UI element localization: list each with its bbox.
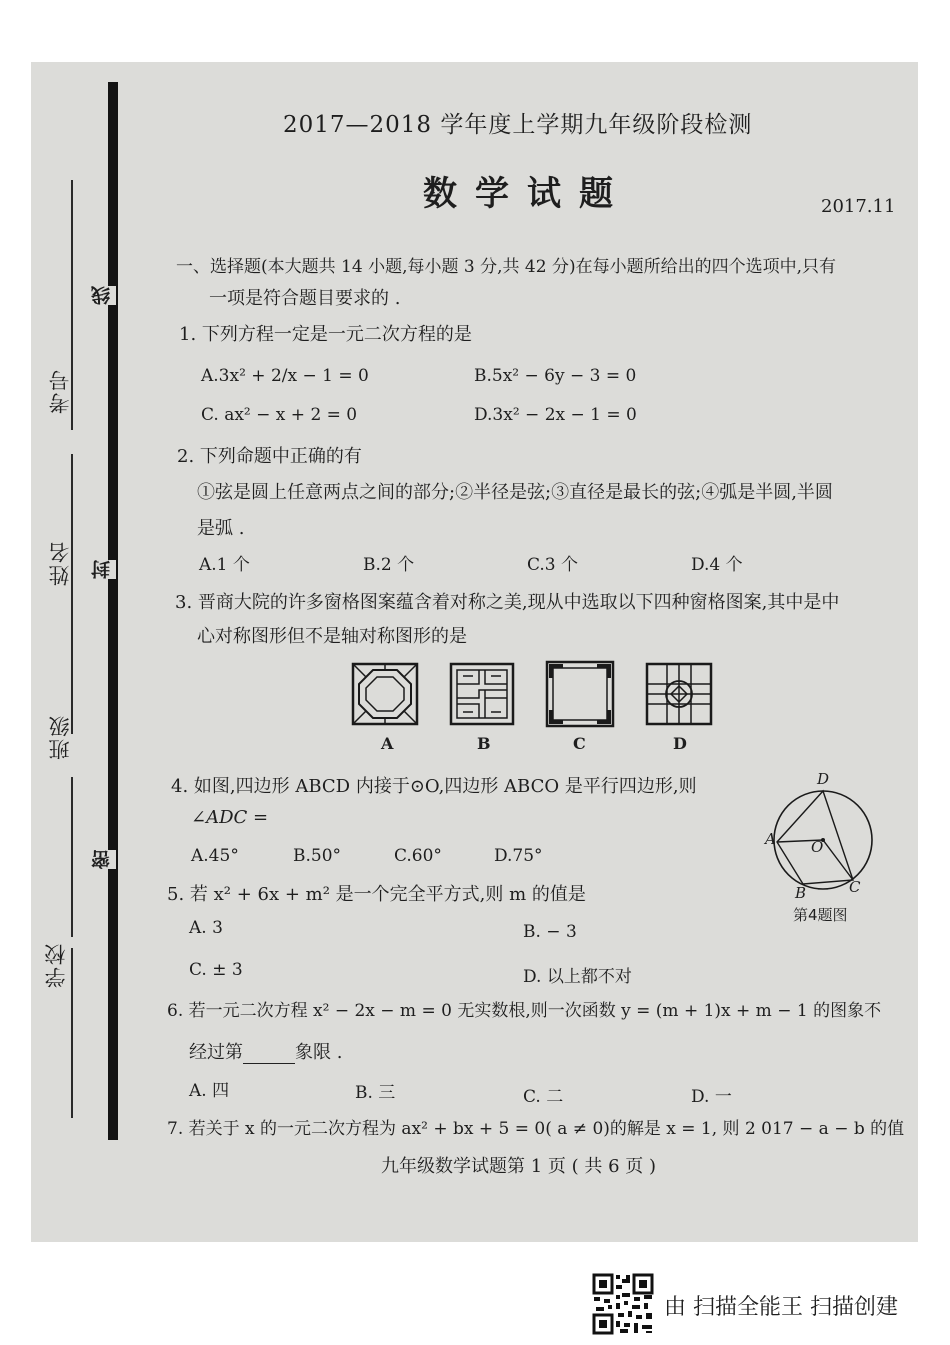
q2-stem: 2. 下列命题中正确的有 bbox=[177, 446, 362, 467]
q5-stem: 5. 若 x² + 6x + m² 是一个完全平方式,则 m 的值是 bbox=[167, 884, 586, 905]
q7-stem-line1: 7. 若关于 x 的一元二次方程为 ax² + bx + 5 = 0( a ≠ 0)的解是 x = 1, 则 2 017 − a − b 的值 bbox=[167, 1119, 905, 1139]
scanner-watermark-text: 由 扫描全能王 扫描创建 bbox=[664, 1295, 898, 1320]
q4-point-c: C bbox=[849, 878, 861, 896]
binding-line bbox=[108, 82, 118, 1140]
label-school: 学校 bbox=[44, 942, 68, 988]
q5-option-c: C. ± 3 bbox=[189, 960, 243, 980]
label-name: 姓名 bbox=[48, 540, 72, 586]
lattice-figure-c bbox=[545, 660, 615, 728]
q1-option-a: A.3x² + 2/x − 1 = 0 bbox=[201, 366, 369, 386]
q1-option-c: C. ax² − x + 2 = 0 bbox=[201, 405, 358, 425]
lattice-label-c: C bbox=[573, 734, 586, 753]
name-underline bbox=[71, 454, 73, 734]
q1-stem: 1. 下列方程一定是一元二次方程的是 bbox=[179, 324, 472, 345]
scanned-exam-photo bbox=[31, 62, 918, 1242]
q4-stem-line1: 4. 如图,四边形 ABCD 内接于⊙O,四边形 ABCO 是平行四边形,则 bbox=[171, 776, 697, 797]
q5-option-b: B. − 3 bbox=[523, 922, 577, 942]
lattice-figure-d bbox=[645, 662, 713, 726]
q2-option-c: C.3 个 bbox=[527, 555, 579, 575]
label-exam-number: 考号 bbox=[48, 368, 72, 414]
lattice-label-b: B bbox=[477, 734, 491, 753]
q5-option-a: A. 3 bbox=[189, 918, 223, 938]
q1-option-b: B.5x² − 6y − 3 = 0 bbox=[474, 366, 637, 386]
q2-statements-line2: 是弧 . bbox=[197, 518, 245, 539]
label-class: 班级 bbox=[48, 714, 72, 760]
q4-point-b: B bbox=[795, 884, 807, 902]
class-underline bbox=[71, 777, 73, 937]
q2-option-a: A.1 个 bbox=[199, 555, 250, 575]
seal-seal-char: 封 bbox=[88, 560, 116, 579]
q6-line2-end: 象限 . bbox=[295, 1042, 343, 1063]
q4-point-o: O bbox=[811, 838, 824, 856]
q6-option-c: C. 二 bbox=[523, 1087, 564, 1107]
q6-option-d: D. 一 bbox=[691, 1087, 732, 1107]
exam-date: 2017.11 bbox=[821, 196, 896, 217]
q6-stem-line1: 6. 若一元二次方程 x² − 2x − m = 0 无实数根,则一次函数 y = (m + 1)x + m − 1 的图象不 bbox=[167, 1001, 882, 1021]
q6-line2-start: 经过第 bbox=[189, 1042, 243, 1063]
lattice-label-a: A bbox=[381, 734, 394, 753]
q3-stem-line2: 心对称图形但不是轴对称图形的是 bbox=[197, 626, 467, 647]
q4-option-b: B.50° bbox=[293, 846, 342, 866]
q4-point-d: D bbox=[817, 770, 830, 788]
seal-secret-char: 密 bbox=[88, 850, 116, 869]
page-footer: 九年级数学试题第 1 页 ( 共 6 页 ) bbox=[381, 1156, 656, 1177]
q4-point-a: A bbox=[765, 830, 776, 848]
seal-line-char: 线 bbox=[88, 286, 116, 305]
q6-option-b: B. 三 bbox=[355, 1083, 396, 1103]
q4-circle-figure bbox=[759, 772, 879, 896]
section1-intro-line1: 一、选择题(本大题共 14 小题,每小题 3 分,共 42 分)在每小题所给出的四个选项中,只有 bbox=[176, 257, 836, 277]
q2-statements-line1: ①弦是圆上任意两点之间的部分;②半径是弦;③直径是最长的弦;④弧是半圆,半圆 bbox=[197, 482, 833, 503]
q2-option-b: B.2 个 bbox=[363, 555, 415, 575]
q5-option-d: D. 以上都不对 bbox=[523, 967, 632, 987]
q4-option-a: A.45° bbox=[191, 846, 239, 866]
q6-stem-line2 bbox=[189, 1038, 342, 1064]
q3-stem-line1: 3. 晋商大院的许多窗格图案蕴含着对称之美,现从中选取以下四种窗格图案,其中是中 bbox=[175, 592, 840, 613]
q4-option-d: D.75° bbox=[494, 846, 543, 866]
q6-option-a: A. 四 bbox=[189, 1081, 230, 1101]
exam-subject: 数学试题 bbox=[423, 174, 631, 214]
lattice-label-d: D bbox=[673, 734, 687, 753]
q4-option-c: C.60° bbox=[394, 846, 442, 866]
lattice-figure-a bbox=[351, 662, 419, 726]
q4-figure-caption: 第4题图 bbox=[793, 906, 848, 924]
q4-stem-line2: ∠ADC = bbox=[191, 807, 269, 828]
q1-option-d: D.3x² − 2x − 1 = 0 bbox=[474, 405, 637, 425]
section1-intro-line2: 一项是符合题目要求的 . bbox=[209, 288, 401, 309]
q6-answer-blank bbox=[243, 1047, 295, 1064]
lattice-figure-b bbox=[449, 662, 515, 726]
q2-option-d: D.4 个 bbox=[691, 555, 743, 575]
qr-code-icon bbox=[592, 1273, 654, 1335]
school-underline bbox=[71, 948, 73, 1118]
exam-header: 2017—2018 学年度上学期九年级阶段检测 bbox=[283, 112, 753, 138]
